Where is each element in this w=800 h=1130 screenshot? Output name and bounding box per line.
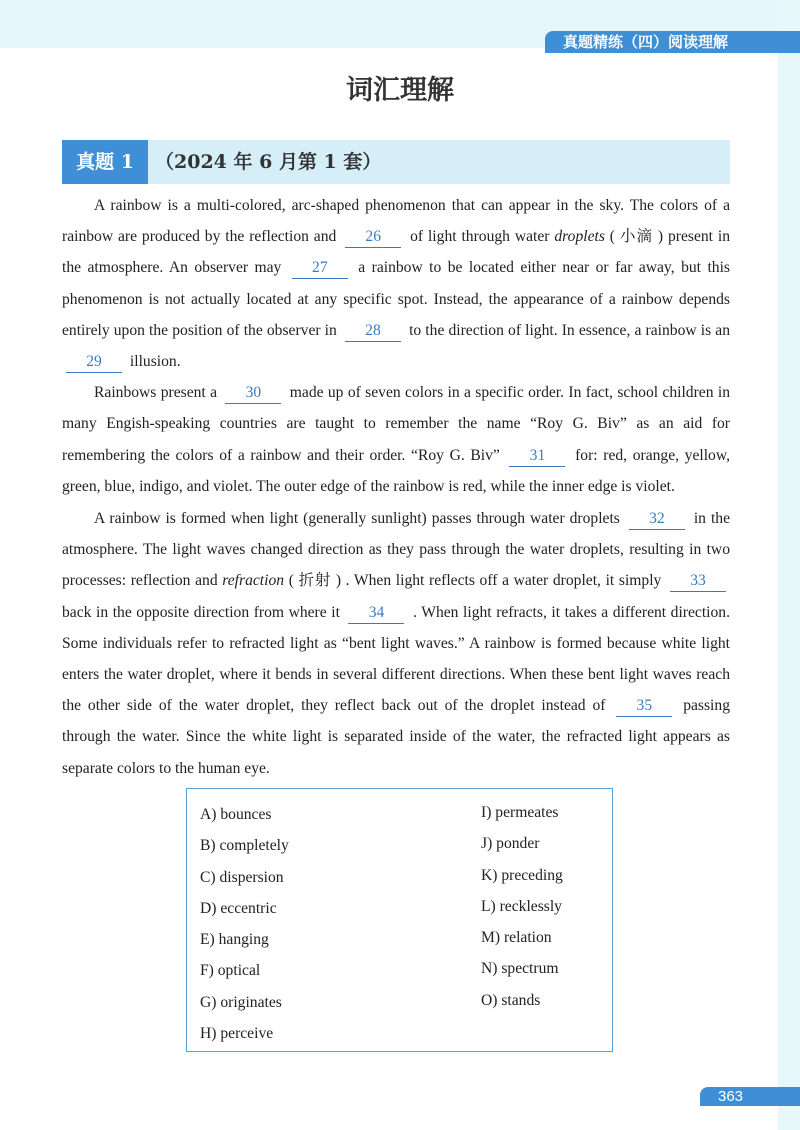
paragraph bbox=[62, 503, 730, 784]
options-box bbox=[186, 788, 613, 1052]
text-segment: . When light refracts, it takes a different direction. Some individuals refer to refracted light as “bent light waves.” A rainbow is formed because white light enters the water droplet, where it bends in several different directions. When these bent light waves reach the other side of the water droplet, they reflect back out of the droplet instead of bbox=[62, 603, 731, 715]
blank-35: 35 bbox=[616, 696, 672, 717]
blank-32: 32 bbox=[629, 509, 685, 530]
text-segment: passing through the water. Since the white light is separated inside of the water, the refracted light appears as separate colors to the human eye. bbox=[62, 697, 730, 777]
option-item: H) perceive bbox=[200, 1025, 274, 1043]
italic-term: refraction bbox=[222, 572, 285, 590]
right-strip bbox=[778, 0, 800, 1130]
option-item: B) completely bbox=[200, 837, 289, 855]
text-segment: Rainbows present a bbox=[94, 384, 218, 402]
passage bbox=[62, 190, 730, 784]
options-left-column bbox=[200, 799, 289, 1049]
paragraph bbox=[62, 190, 730, 377]
option-item: C) dispersion bbox=[200, 868, 284, 886]
blank-33: 33 bbox=[670, 571, 726, 592]
text-segment: ( 小滴 ) present in the atmosphere. An observer may bbox=[62, 228, 731, 277]
text-segment: of light through water bbox=[410, 228, 550, 246]
text-segment: A rainbow is formed when light (generally sunlight) passes through water droplets bbox=[94, 510, 620, 528]
option-item: A) bounces bbox=[200, 806, 272, 823]
option-item: I) permeates bbox=[481, 804, 559, 821]
blank-30: 30 bbox=[225, 383, 281, 404]
blank-34: 34 bbox=[348, 603, 404, 624]
question-source: （2024 年 6 月第 1 套） bbox=[155, 151, 382, 173]
option-item: D) eccentric bbox=[200, 899, 277, 917]
option-item: M) relation bbox=[481, 929, 552, 947]
blank-29: 29 bbox=[66, 352, 122, 373]
paragraph bbox=[62, 377, 730, 502]
options-right-column bbox=[481, 797, 563, 1016]
option-item: J) ponder bbox=[481, 835, 540, 853]
text-segment: in the atmosphere. The light waves changed direction as they pass through the water droplets, resulting in two processes: reflection and bbox=[62, 510, 730, 590]
blank-28: 28 bbox=[345, 321, 401, 342]
text-segment: ( 折射 ) . When light reflects off a water droplet, it simply bbox=[288, 572, 662, 590]
option-item: K) preceding bbox=[481, 866, 563, 884]
page-title: 词汇理解 bbox=[346, 75, 454, 106]
blank-26: 26 bbox=[345, 227, 401, 248]
text-segment: illusion. bbox=[129, 353, 181, 371]
question-label: 真题 1 bbox=[62, 140, 148, 184]
italic-term: droplets bbox=[554, 228, 605, 246]
option-item: L) recklessly bbox=[481, 897, 562, 915]
option-item: N) spectrum bbox=[481, 960, 559, 978]
text-segment: made up of seven colors in a specific order. In fact, school children in many Engish-speaking countries are taught to remember the name “Roy G. Biv” as an aid for remembering the colors of a rainbow and their order. “Roy G. Biv” bbox=[62, 384, 731, 464]
text-segment: for: red, orange, yellow, green, blue, indigo, and violet. The outer edge of the rainbow is red, while the inner edge is violet. bbox=[62, 446, 730, 495]
option-item: G) originates bbox=[200, 993, 282, 1011]
option-item: F) optical bbox=[200, 962, 261, 980]
option-item: O) stands bbox=[481, 991, 541, 1009]
section-tab: 真题精练（四）阅读理解 bbox=[545, 31, 800, 53]
text-segment: A rainbow is a multi-colored, arc-shaped phenomenon that can appear in the sky. The colors of a rainbow are produced by the reflection and bbox=[62, 197, 730, 246]
text-segment: a rainbow to be located either near or far away, but this phenomenon is not actually located at any specific spot. Instead, the appearance of a rainbow depends entirely upon the position of the observer in bbox=[62, 259, 730, 339]
text-segment: to the direction of light. In essence, a rainbow is an bbox=[409, 321, 730, 339]
text-segment: back in the opposite direction from where it bbox=[62, 603, 340, 621]
blank-27: 27 bbox=[292, 258, 348, 279]
option-item: E) hanging bbox=[200, 931, 269, 949]
blank-31: 31 bbox=[509, 446, 565, 467]
page-number: 363 bbox=[700, 1087, 800, 1106]
